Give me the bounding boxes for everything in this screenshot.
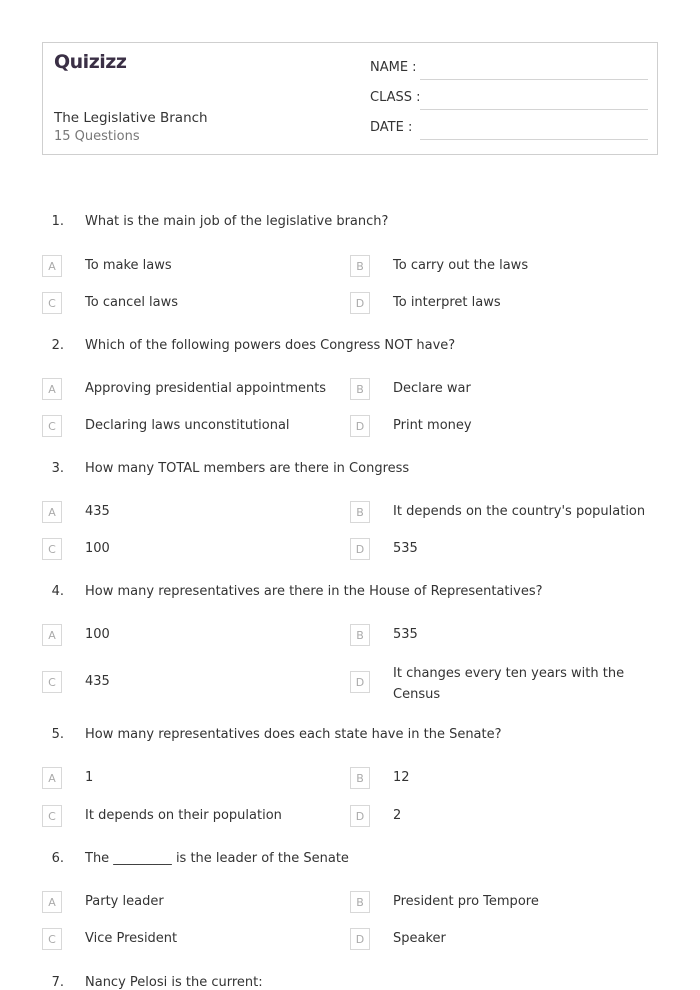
option-text: To make laws [85, 258, 172, 273]
option-letter: C [42, 292, 62, 314]
option-letter: A [42, 501, 62, 523]
question-number: 5. [51, 727, 64, 742]
option-letter: A [42, 378, 62, 400]
option-letter: D [350, 928, 370, 950]
question-text: Nancy Pelosi is the current: [85, 975, 263, 990]
option-text: Approving presidential appointments [85, 381, 327, 396]
option-text: 435 [85, 504, 110, 519]
question-number: 2. [51, 338, 64, 353]
option-letter: B [350, 891, 370, 913]
question-text: What is the main job of the legislative branch? [85, 214, 389, 229]
option-text: 435 [85, 674, 110, 689]
option-letter: D [350, 538, 370, 560]
option-text: To cancel laws [85, 295, 179, 310]
option-text: It depends on their population [85, 808, 282, 823]
option-letter: D [350, 805, 370, 827]
option-letter: B [350, 255, 370, 277]
name-field[interactable] [370, 60, 648, 80]
worksheet-title: The Legislative Branch [54, 110, 208, 126]
question-text: How many representatives are there in the House of Representatives? [85, 584, 543, 599]
option-text: 535 [393, 541, 418, 556]
option-text: To interpret laws [393, 295, 501, 310]
quizizz-logo: Quizizz [54, 51, 127, 73]
option-text: 12 [393, 770, 410, 785]
question-number: 6. [51, 851, 64, 866]
option-text: It depends on the country's population [393, 504, 646, 519]
date-line [420, 139, 648, 140]
option-letter: C [42, 805, 62, 827]
option-text: Print money [393, 418, 472, 433]
option-text: President pro Tempore [393, 894, 539, 909]
option-text: Declaring laws unconstitutional [85, 418, 290, 433]
option-letter: A [42, 624, 62, 646]
option-letter: B [350, 378, 370, 400]
option-letter: B [350, 767, 370, 789]
option-letter: B [350, 624, 370, 646]
option-text: Party leader [85, 894, 164, 909]
class-label: CLASS : [370, 90, 421, 105]
question-count: 15 Questions [54, 129, 140, 144]
option-text: 100 [85, 627, 110, 642]
option-text: 2 [393, 808, 402, 823]
option-letter: D [350, 415, 370, 437]
worksheet-header [42, 42, 658, 155]
name-label: NAME : [370, 60, 417, 75]
option-text: Vice President [85, 931, 178, 946]
class-field[interactable] [370, 90, 648, 110]
option-letter: D [350, 292, 370, 314]
option-letter: B [350, 501, 370, 523]
option-text: It changes every ten years with the Census [393, 666, 625, 702]
option-letter: A [42, 255, 62, 277]
option-letter: A [42, 891, 62, 913]
question-number: 1. [51, 214, 64, 229]
option-text: 535 [393, 627, 418, 642]
question-text: Which of the following powers does Congress NOT have? [85, 338, 456, 353]
question-text: The _________ is the leader of the Senate [85, 851, 349, 866]
date-label: DATE : [370, 120, 413, 135]
question-text: How many representatives does each state have in the Senate? [85, 727, 502, 742]
question-text: How many TOTAL members are there in Congress [85, 461, 410, 476]
option-text: Declare war [393, 381, 471, 396]
option-letter: C [42, 538, 62, 560]
question-number: 3. [51, 461, 64, 476]
option-letter: C [42, 415, 62, 437]
option-text: 100 [85, 541, 110, 556]
option-letter: A [42, 767, 62, 789]
name-line [420, 79, 648, 80]
option-text: 1 [85, 770, 94, 785]
question-number: 7. [51, 975, 64, 990]
option-text: Speaker [393, 931, 446, 946]
class-line [420, 109, 648, 110]
option-letter: C [42, 671, 62, 693]
option-letter: D [350, 671, 370, 693]
question-number: 4. [51, 584, 64, 599]
option-letter: C [42, 928, 62, 950]
option-text: To carry out the laws [393, 258, 529, 273]
date-field[interactable] [370, 120, 648, 140]
